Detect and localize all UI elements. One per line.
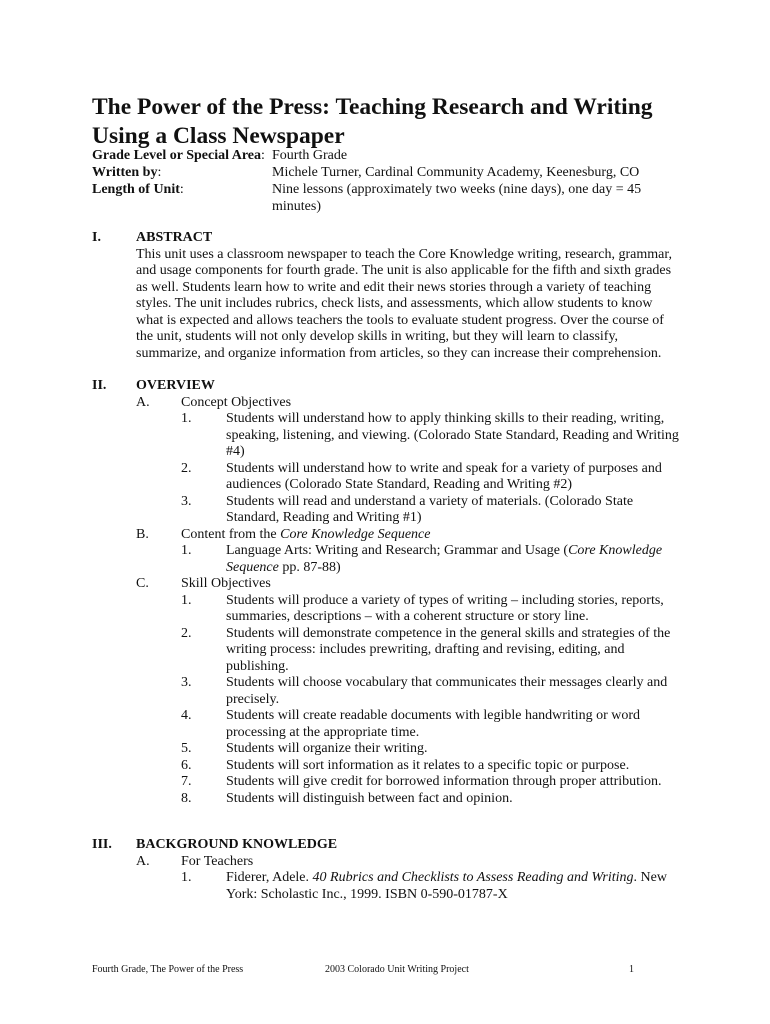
meta-written-by: Written by: Michele Turner, Cardinal Community Academy, Keenesburg, CO (92, 164, 652, 181)
item-text: Students will choose vocabulary that communicates their messages clearly and precisely. (226, 675, 668, 707)
page-number: 1 (629, 964, 634, 975)
citation-author: Fiderer, Adele. (226, 870, 313, 885)
meta-label: Written by (92, 165, 158, 180)
meta-length-of-unit: Length of Unit: Nine lessons (approximately two weeks (nine days), one day = 45 minutes) (92, 181, 652, 215)
item-number: 1. (181, 543, 192, 558)
subsection-label: Content from the (181, 526, 281, 542)
list-item (92, 411, 682, 461)
item-text: Students will demonstrate competence in the general skills and strategies of the writing process: includes prewriting, drafting and revising, editing, and publishing. (226, 625, 671, 674)
subsection-concept-objectives (92, 395, 682, 412)
item-text: Students will read and understand a variety of materials. (Colorado State Standard, Reading and Writing #1) (226, 493, 634, 525)
section-heading: BACKGROUND KNOWLEDGE (136, 837, 338, 852)
citation-title: 40 Rubrics and Checklists to Assess Reading and Writing (312, 870, 634, 885)
item-number: 5. (181, 741, 192, 756)
list-item (92, 461, 682, 494)
item-text: Students will distinguish between fact and opinion. (226, 790, 513, 806)
item-number: 3. (181, 493, 192, 509)
section-numeral: III. (92, 837, 112, 852)
subsection-content (92, 527, 682, 544)
list-item (92, 675, 682, 708)
document-title: The Power of the Press: Teaching Research and Writing Using a Class Newspaper (92, 94, 653, 149)
section-numeral: II. (92, 378, 107, 393)
subsection-label: For Teachers (181, 853, 254, 869)
list-item (92, 593, 682, 626)
footer-left: Fourth Grade, The Power of the Press (92, 964, 244, 975)
section-abstract (92, 230, 682, 362)
item-number: 2. (181, 460, 192, 476)
item-text: Students will understand how to apply thinking skills to their reading, writing, speaking, listening, and viewing. (Colorado State Standard, Reading and Writing #4) (226, 411, 679, 459)
item-number: 1. (181, 411, 192, 426)
meta-value: Nine lessons (approximately two weeks (nine days), one day = 45 minutes) (272, 182, 642, 214)
list-item (92, 758, 682, 775)
list-item (92, 708, 682, 741)
item-number: 1. (181, 870, 192, 885)
subsection-letter: C. (136, 576, 149, 591)
item-number: 2. (181, 625, 192, 641)
item-number: 3. (181, 675, 192, 690)
subsection-skill-objectives (92, 576, 682, 593)
item-number: 6. (181, 757, 192, 773)
item-text-italic: Core Knowledge Sequence (226, 543, 663, 575)
item-number: 7. (181, 774, 192, 789)
subsection-letter: B. (136, 526, 149, 542)
meta-value: Michele Turner, Cardinal Community Academy, Keenesburg, CO (272, 165, 640, 180)
list-item (92, 543, 682, 576)
meta-label: Grade Level or Special Area (92, 148, 262, 163)
section-heading: ABSTRACT (136, 230, 213, 245)
subsection-letter: A. (136, 394, 150, 410)
list-item (92, 626, 682, 676)
item-text-suffix: pp. 87-88) (278, 559, 341, 575)
item-number: 4. (181, 708, 192, 723)
list-item (92, 870, 682, 903)
item-text: Students will give credit for borrowed information through proper attribution. (226, 774, 662, 789)
unit-metadata (92, 147, 652, 215)
meta-value: Fourth Grade (272, 148, 348, 163)
list-item (92, 494, 682, 527)
list-item (92, 741, 682, 758)
list-item (92, 774, 682, 791)
section-heading: OVERVIEW (136, 378, 215, 393)
item-text: Students will produce a variety of types of writing – including stories, reports, summaries, descriptions – with a coherent structure or story line. (226, 592, 664, 624)
citation-publisher: . New York: Scholastic Inc., 1999. ISBN 0-590-01787-X (226, 870, 667, 902)
subsection-label-italic: Core Knowledge Sequence (280, 526, 431, 542)
item-text: Students will understand how to write and speak for a variety of purposes and audiences (Colorado State Standard, Reading and Writing #2) (226, 460, 662, 492)
subsection-for-teachers (92, 854, 682, 871)
abstract-paragraph: This unit uses a classroom newspaper to teach the Core Knowledge writing, research, grammar, and usage components for fourth grade. The unit is also applicable for the fifth and sixth grades as well. Students learn how to write and edit their news stories through a variety of teaching styles. The unit includes rubrics, check lists, and assessments, which allow students to know what is expected and allows teachers the tools to evaluate student progress. Over the course of the unit, students will not only develop skills in writing, but they will learn to classify, summarize, and organize information from articles, so they can increase their comprehension. (136, 246, 672, 361)
meta-label: Length of Unit (92, 182, 180, 197)
item-text: Students will organize their writing. (226, 741, 428, 756)
section-numeral: I. (92, 230, 101, 245)
list-item (92, 791, 682, 808)
meta-grade-level: Grade Level or Special Area: Fourth Grade (92, 147, 652, 164)
footer-center: 2003 Colorado Unit Writing Project (325, 964, 469, 975)
item-text: Students will sort information as it relates to a specific topic or purpose. (226, 757, 630, 773)
subsection-label: Concept Objectives (181, 394, 292, 410)
item-text: Language Arts: Writing and Research; Grammar and Usage ( (226, 543, 569, 558)
item-number: 8. (181, 790, 192, 806)
item-text: Students will create readable documents with legible handwriting or word processing at the appropriate time. (226, 708, 641, 740)
section-background-knowledge (92, 837, 682, 903)
subsection-label: Skill Objectives (181, 576, 271, 591)
subsection-letter: A. (136, 853, 150, 869)
section-overview (92, 378, 682, 807)
item-number: 1. (181, 592, 192, 608)
